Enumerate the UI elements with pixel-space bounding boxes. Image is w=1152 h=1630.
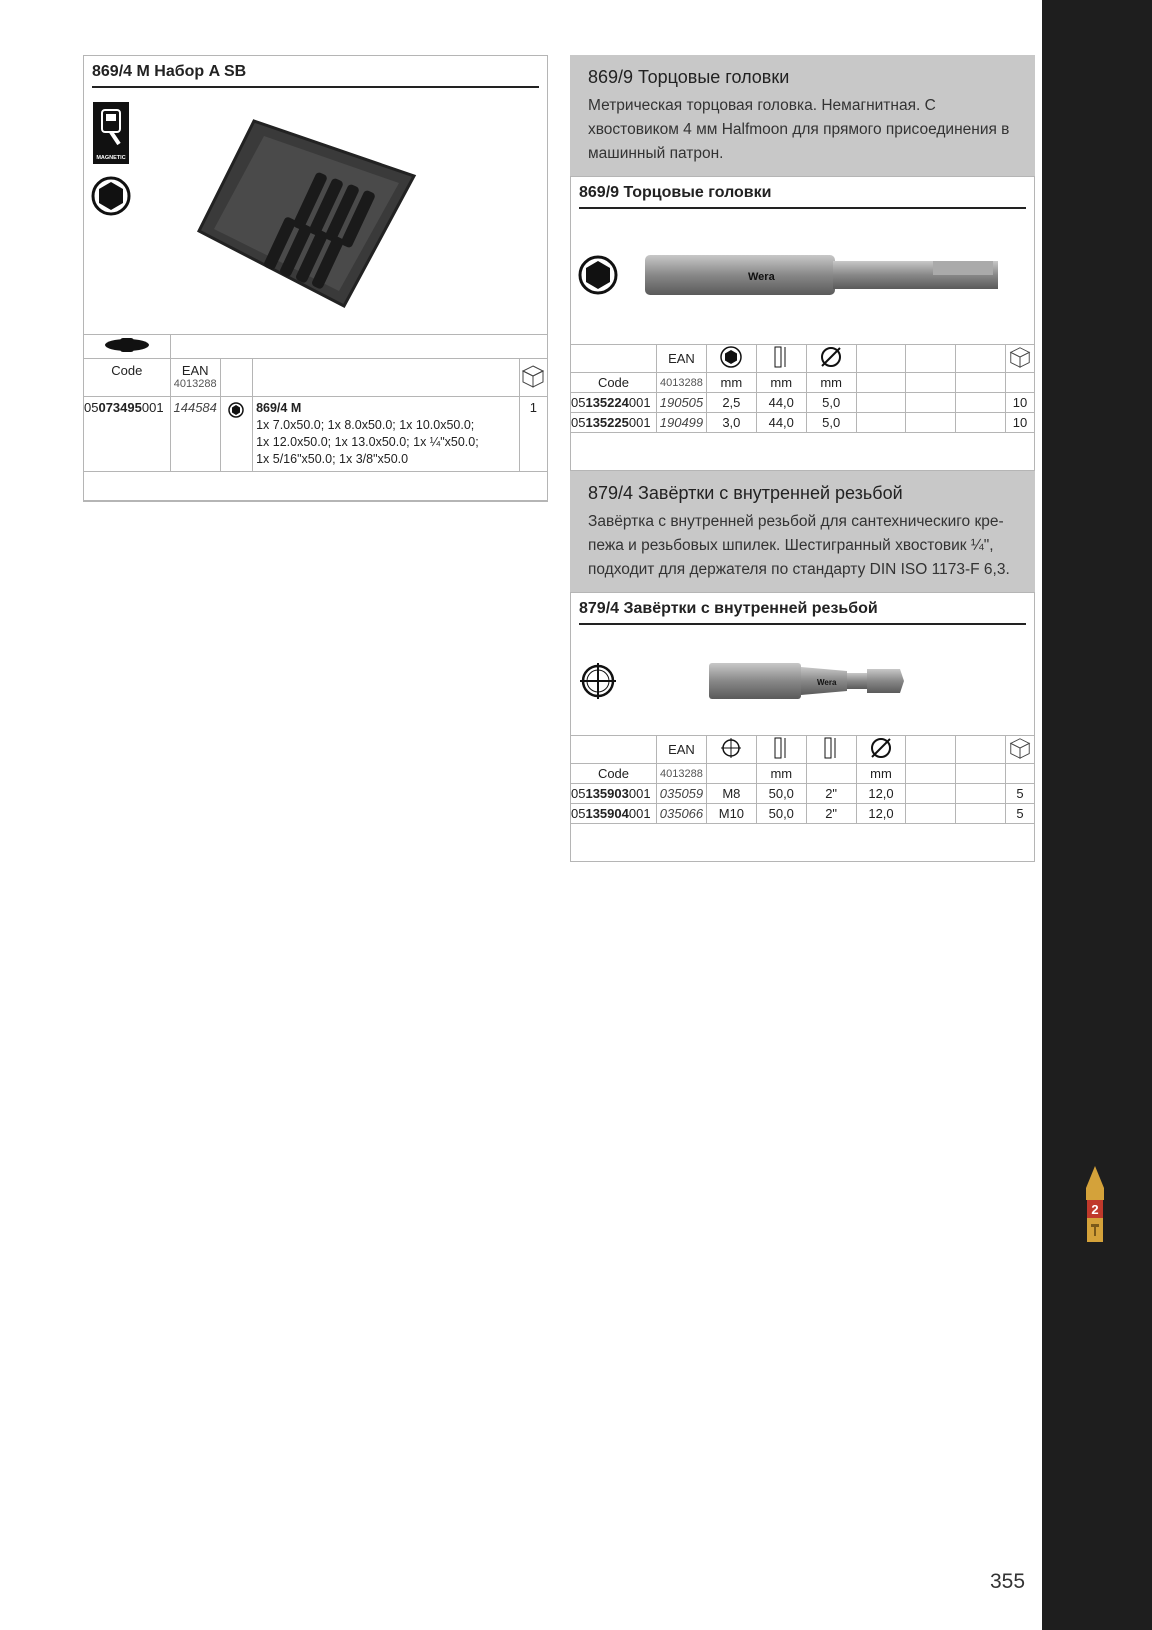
diameter-icon bbox=[869, 736, 893, 760]
section-heading-879-4 bbox=[570, 471, 1035, 592]
quantity: 1 bbox=[519, 397, 547, 472]
article-code: 05135904001 bbox=[571, 804, 657, 824]
package-icon bbox=[1008, 345, 1032, 369]
size-value: 2,5 bbox=[706, 393, 756, 413]
page-number: 355 bbox=[990, 1570, 1026, 1593]
product-name: 869/4 M bbox=[256, 401, 302, 415]
product-panel-869-9 bbox=[570, 176, 1035, 471]
product-desc-1: 1x 7.0x50.0; 1x 8.0x50.0; 1x 10.0x50.0; bbox=[256, 418, 475, 432]
thread-value: M8 bbox=[706, 784, 756, 804]
ean-value: 035066 bbox=[656, 804, 706, 824]
diameter-value: 12,0 bbox=[856, 804, 906, 824]
ean-prefix: 4013288 bbox=[173, 378, 217, 390]
quantity: 10 bbox=[1005, 413, 1034, 433]
table-row bbox=[571, 784, 1035, 804]
product-table bbox=[570, 344, 1035, 433]
unit-mm: mm bbox=[756, 373, 806, 393]
diameter-value: 5,0 bbox=[806, 413, 856, 433]
ean-value: 190505 bbox=[656, 393, 706, 413]
ean-value: 035059 bbox=[656, 784, 706, 804]
quantity: 10 bbox=[1005, 393, 1034, 413]
quantity: 5 bbox=[1005, 804, 1034, 824]
table-row bbox=[571, 804, 1035, 824]
section-title: 869/9 Торцовые головки bbox=[588, 67, 790, 87]
hex-length-icon bbox=[823, 736, 839, 760]
hex-socket-icon bbox=[228, 402, 244, 418]
length-value: 50,0 bbox=[756, 804, 806, 824]
unit-mm: mm bbox=[756, 764, 806, 784]
product-table bbox=[570, 735, 1035, 824]
table-row bbox=[571, 413, 1035, 433]
brand-label: Wera bbox=[748, 271, 775, 283]
diameter-icon bbox=[819, 345, 843, 369]
screwdriver-bit-icon bbox=[1084, 1166, 1106, 1244]
socket-set-pouch-image bbox=[194, 111, 424, 311]
section-heading-869-9 bbox=[570, 55, 1035, 176]
hexagon-icon bbox=[578, 255, 618, 295]
col-ean bbox=[170, 359, 220, 397]
col-code bbox=[84, 359, 171, 397]
thread-crosshair-icon bbox=[720, 737, 742, 759]
length-value: 44,0 bbox=[756, 393, 806, 413]
hex-value: 2" bbox=[806, 804, 856, 824]
magnetic-badge-icon bbox=[93, 102, 129, 164]
quantity: 5 bbox=[1005, 784, 1034, 804]
sidebar bbox=[1042, 0, 1152, 1630]
article-code: 05135903001 bbox=[571, 784, 657, 804]
article-code: 05073495001 bbox=[84, 397, 171, 472]
panel-title: 879/4 Завёртки с внутренней резьбой bbox=[579, 593, 1026, 625]
code-header: Code bbox=[571, 764, 657, 784]
nut-setter-image bbox=[707, 661, 907, 701]
section-description-3: подходит для держателя по стандарту DIN ISO 1173-F 6,3. bbox=[588, 561, 1010, 578]
product-panel-879-4 bbox=[570, 592, 1035, 862]
section-title: 879/4 Завёртки с внутренней резьбой bbox=[588, 483, 903, 503]
product-desc-3: 1x 5/16"x50.0; 1x 3/8"x50.0 bbox=[256, 452, 409, 466]
unit-mm: mm bbox=[706, 373, 756, 393]
table-row bbox=[571, 393, 1035, 413]
thread-value: M10 bbox=[706, 804, 756, 824]
product-table bbox=[83, 334, 548, 502]
length-value: 44,0 bbox=[756, 413, 806, 433]
bit-badge: 2 bbox=[1091, 1202, 1099, 1217]
thread-crosshair-icon bbox=[578, 661, 618, 701]
product-panel-869-4m bbox=[83, 55, 548, 501]
brand-label: Wera bbox=[817, 678, 837, 687]
size-value: 3,0 bbox=[706, 413, 756, 433]
ean-prefix: 4013288 bbox=[656, 764, 706, 784]
product-desc-2: 1x 12.0x50.0; 1x 13.0x50.0; 1x ¼"x50.0; bbox=[256, 435, 479, 449]
article-code: 05135225001 bbox=[571, 413, 657, 433]
ean-value: 190499 bbox=[656, 413, 706, 433]
length-value: 50,0 bbox=[756, 784, 806, 804]
diameter-value: 12,0 bbox=[856, 784, 906, 804]
section-description-1: Завёртка с внутренней резьбой для сантехническиго кре- bbox=[588, 513, 1004, 530]
package-icon bbox=[1008, 736, 1032, 760]
panel-title: 869/4 M Набор A SB bbox=[92, 56, 539, 88]
length-icon bbox=[773, 345, 789, 369]
hex-value: 2" bbox=[806, 784, 856, 804]
ean-prefix: 4013288 bbox=[656, 373, 706, 393]
unit-mm: mm bbox=[806, 373, 856, 393]
ean-header: EAN bbox=[656, 345, 706, 373]
ean-header: EAN bbox=[181, 363, 209, 378]
diameter-value: 5,0 bbox=[806, 393, 856, 413]
hex-socket-icon bbox=[720, 346, 742, 368]
code-header: Code bbox=[111, 363, 143, 378]
panel-title: 869/9 Торцовые головки bbox=[579, 177, 1026, 209]
article-code: 05135224001 bbox=[571, 393, 657, 413]
pouch-icon bbox=[104, 337, 150, 353]
length-icon bbox=[773, 736, 789, 760]
section-description-2: пежа и резьбовых шпилек. Шестигранный хвостовик ¼", bbox=[588, 537, 994, 554]
code-header: Code bbox=[571, 373, 657, 393]
magnetic-label: MAGNETIC bbox=[96, 155, 126, 161]
package-icon bbox=[520, 363, 546, 389]
table-row bbox=[84, 397, 548, 472]
ean-value: 144584 bbox=[170, 397, 220, 472]
socket-tool-image bbox=[643, 253, 1003, 297]
hexagon-icon bbox=[91, 176, 131, 216]
ean-header: EAN bbox=[656, 736, 706, 764]
unit-mm: mm bbox=[856, 764, 906, 784]
section-description: Метрическая торцовая головка. Немагнитная. С хвостовиком 4 мм Halfmoon для прямого присоединения в машинный патрон. bbox=[588, 97, 1010, 162]
